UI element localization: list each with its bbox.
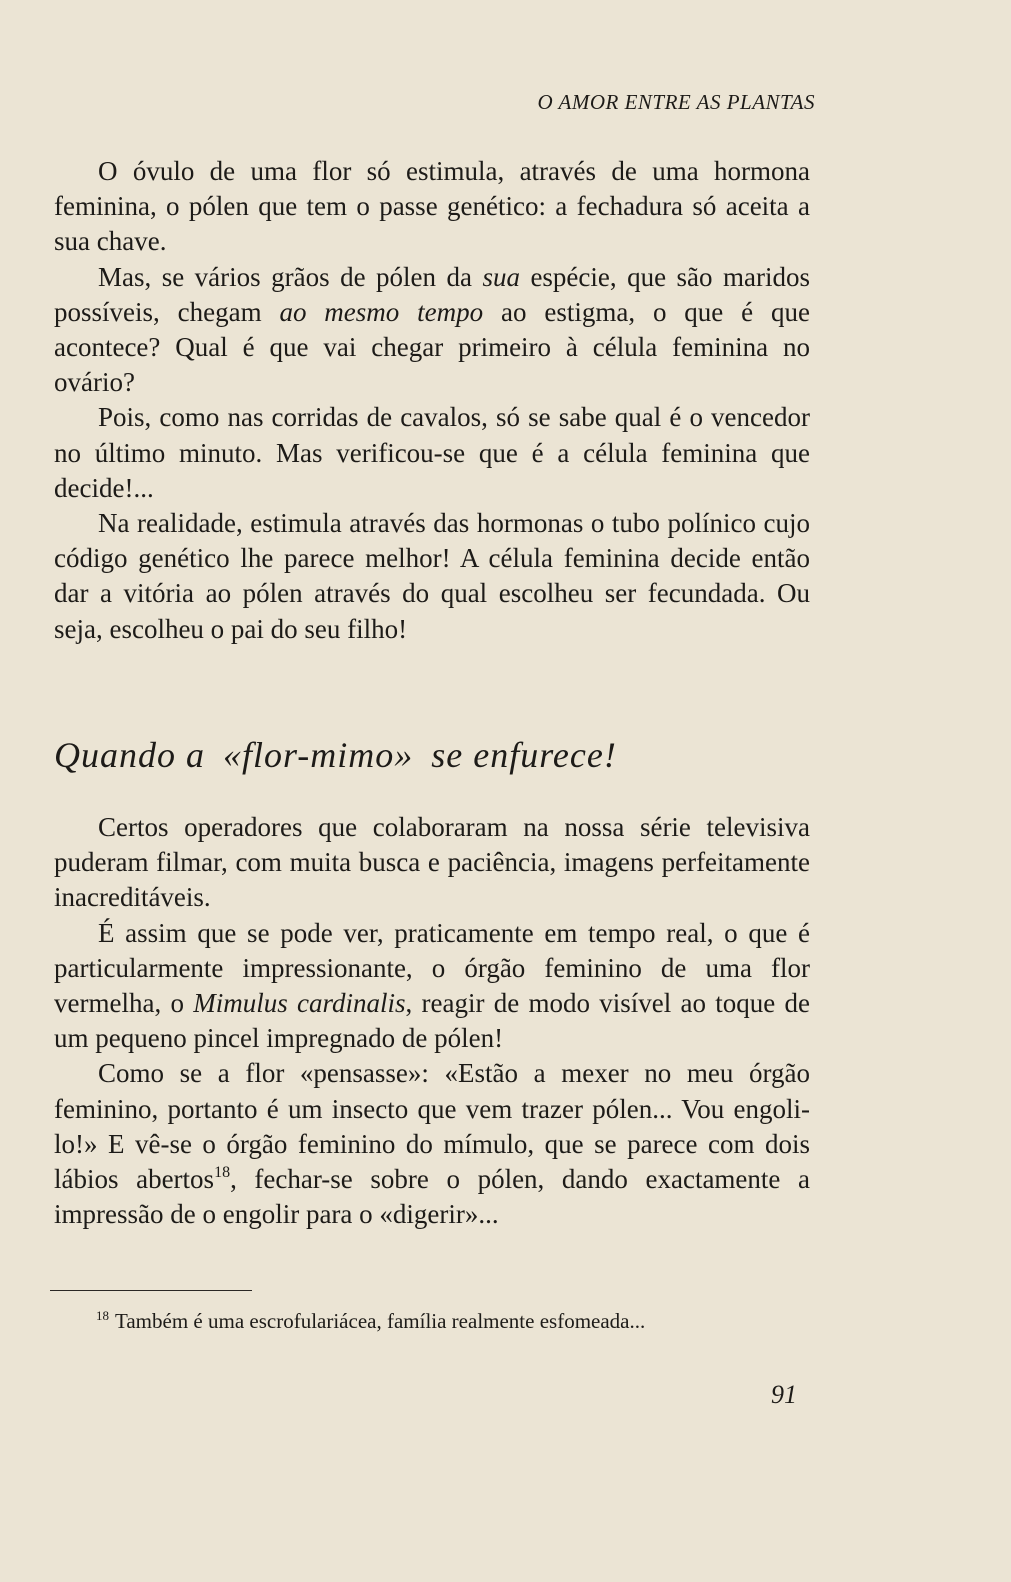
emphasis: ao mesmo tempo [279,296,484,327]
paragraph: Na realidade, estimula através das hormonas o tubo polínico cujo código genético lhe parece melhor! A célula feminina decide então dar a vitória ao pólen através do qual escolheu ser fecundada. Ou seja, escolheu o pai do seu filho! [54,508,810,644]
heading-part: «flor-mimo» [223,735,414,775]
paragraph: Certos operadores que colaboraram na nossa série televisiva puderam filmar, com muita busca e paciência, imagens perfeitamente inacreditáveis. [54,812,810,913]
text-run: espécie, que são maridos possíveis, chegam [54,261,810,327]
text-run: , reagir de modo visível ao toque de um pequeno pincel impregnado de pólen! [54,988,810,1054]
paragraph: O óvulo de uma flor só estimula, através de uma hormona feminina, o pólen que tem o passe genético: a fechadura só aceita a sua chave. [54,156,810,257]
footnote-text: Também é uma escrofulariácea, família realmente esfomeada... [115,1309,646,1333]
footnote-rule [50,1290,252,1291]
paragraph [54,916,810,1057]
text-run: Como se a flor «pensasse»: «Estão a mexer no meu órgão feminino, portanto é um insecto que vem trazer pólen... Vou engoli-lo!» E vê-se o órgão feminino do mímulo, que se parece com dois lábios abertos [54,1058,810,1195]
paragraph: Pois, como nas corridas de cavalos, só se sabe qual é o vencedor no último minuto. Mas verificou-se que é a célula feminina que decide!... [54,402,810,503]
body-text-bottom [54,810,810,1232]
paragraph [54,1056,810,1232]
text-run: ao estigma, o que é que acontece? Qual é que vai chegar primeiro à célula feminina no ovário? [54,296,810,398]
body-text-top [54,154,810,647]
paragraph [54,260,810,401]
emphasis: Mimulus cardinalis [193,988,406,1019]
section-heading [54,734,617,776]
text-run: , fechar-se sobre o pólen, dando exactamente a impressão de o engolir para o «digerir»... [54,1164,810,1230]
text-run: É assim que se pode ver, praticamente em tempo real, o que é particularmente impressionante, o órgão feminino de uma flor vermelha, o [54,917,810,1019]
footnote [96,1308,645,1334]
footnote-number: 18 [96,1308,109,1323]
running-head: O AMOR ENTRE AS PLANTAS [537,90,815,114]
heading-part: se enfurece! [431,735,617,775]
text-run: Mas, se vários grãos de pólen da [98,261,483,292]
emphasis: sua [482,261,520,292]
footnote-reference[interactable]: 18 [214,1164,231,1182]
heading-part: Quando a [54,735,205,775]
page-number: 91 [771,1380,797,1409]
